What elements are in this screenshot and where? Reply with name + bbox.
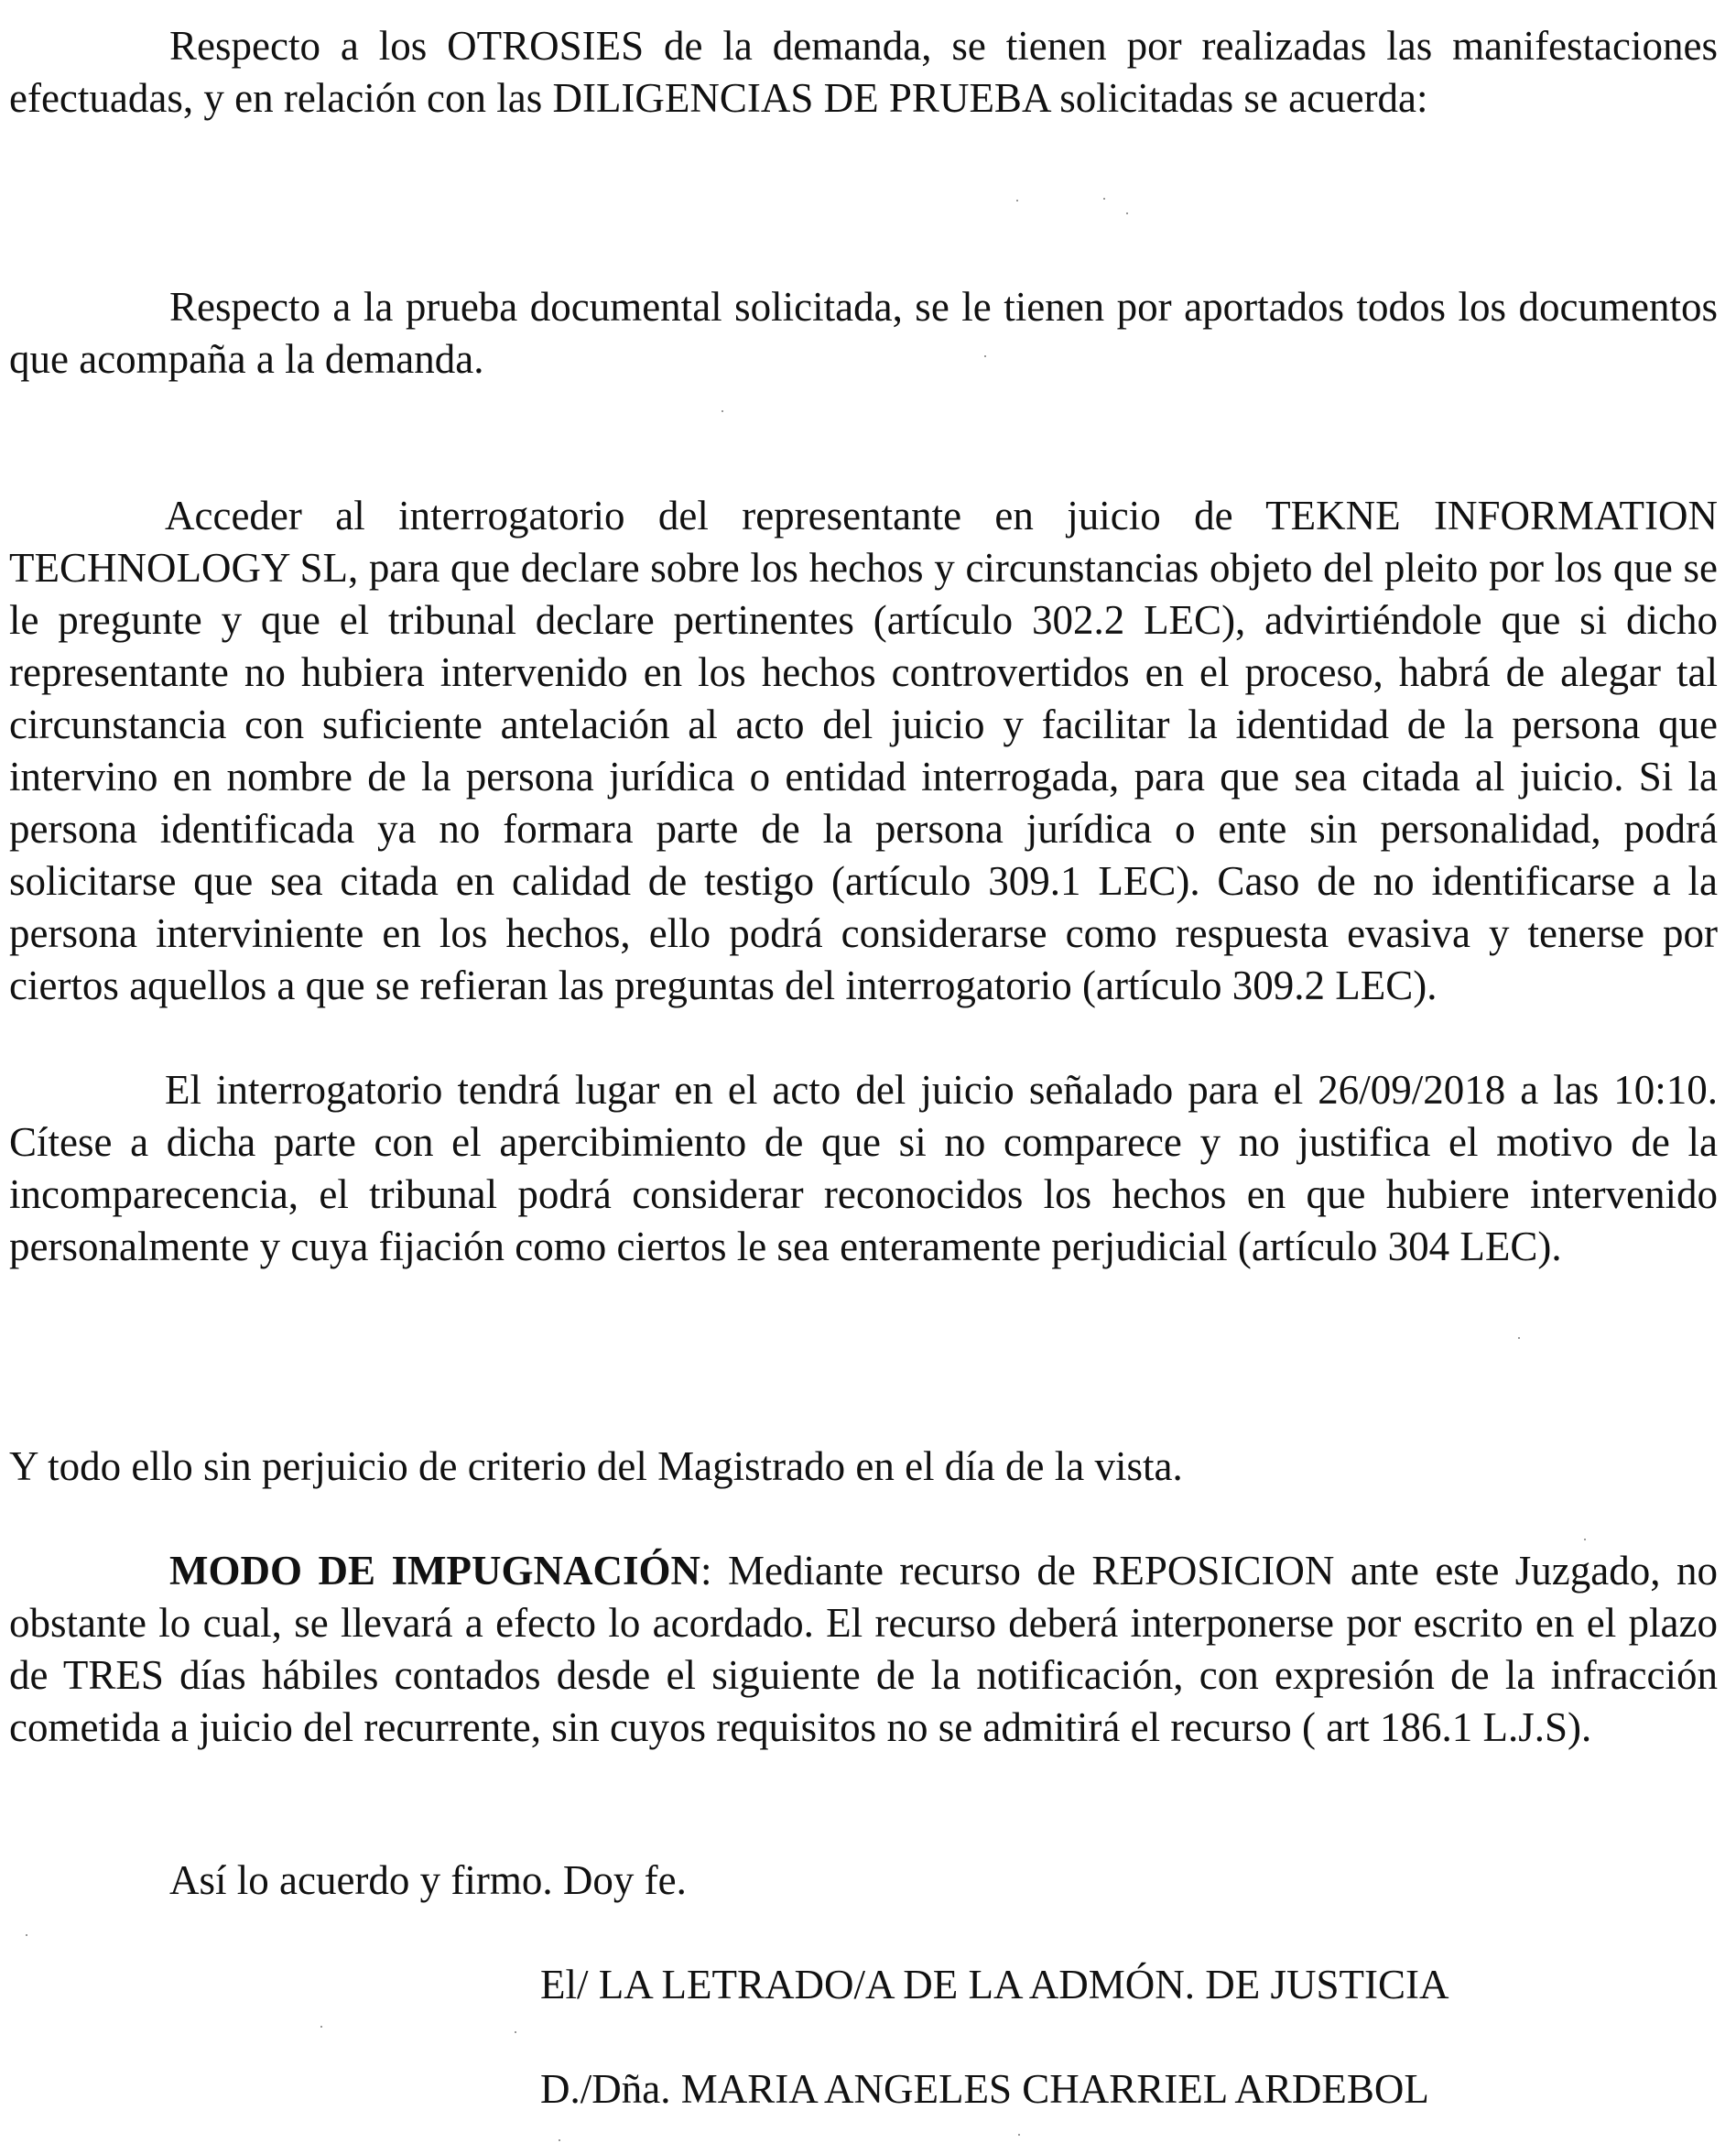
scan-speck: [320, 2026, 322, 2028]
criterio-paragraph: Y todo ello sin perjuicio de criterio del Magistrado en el día de la vista.: [9, 1443, 1183, 1489]
scan-speck: [1126, 212, 1128, 214]
signature-title: El/ LA LETRADO/A DE LA ADMÓN. DE JUSTICIA: [540, 1962, 1449, 2007]
fecha-juicio-paragraph: El interrogatorio tendrá lugar en el acto del juicio señalado para el 26/09/2018 a las 10:10. Cítese a dicha parte con el apercibimiento de que si no comparece y no justifica el motivo de la incomparecencia, el tribunal podrá considerar reconocidos los hechos en que hubiere intervenido personalmente y cuya fijación como ciertos le sea enteramente perjudicial (artículo 304 LEC).: [9, 1067, 1718, 1269]
scan-speck: [26, 1934, 27, 1936]
scan-speck: [1018, 2134, 1020, 2136]
impugnacion-paragraph: [9, 1545, 1718, 1754]
scan-speck: [1016, 200, 1018, 201]
scan-speck: [1584, 1539, 1586, 1540]
scan-speck: [722, 410, 723, 412]
otrosies-paragraph: Respecto a los OTROSIES de la demanda, se tienen por realizadas las manifestaciones efectuadas, y en relación con las DILIGENCIAS DE PRUEBA solicitadas se acuerda:: [9, 23, 1718, 121]
scan-speck: [515, 2031, 516, 2033]
signature-name: D./Dña. MARIA ANGELES CHARRIEL ARDEBOL: [540, 2066, 1429, 2112]
scan-speck: [1518, 1337, 1520, 1339]
documental-paragraph: Respecto a la prueba documental solicitada, se le tienen por aportados todos los documentos que acompaña a la demanda.: [9, 284, 1718, 382]
interrogatorio-paragraph: Acceder al interrogatorio del representante en juicio de TEKNE INFORMATION TECHNOLOGY SL, para que declare sobre los hechos y circunstancias objeto del pleito por los que se le pregunte y que el tribunal declare pertinentes (artículo 302.2 LEC), advirtiéndole que si dicho representante no hubiera intervenido en los hechos controvertidos en el proceso, habrá de alegar tal circunstancia con suficiente antelación al acto del juicio y facilitar la identidad de la persona que intervino en nombre de la persona jurídica o entidad interrogada, para que sea citada al juicio. Si la persona identificada ya no formara parte de la persona jurídica o ente sin personalidad, podrá solicitarse que sea citada en calidad de testigo (artículo 309.1 LEC). Caso de no identificarse a la persona interviniente en los hechos, ello podrá considerarse como respuesta evasiva y tenerse por ciertos aquellos a que se refieran las preguntas del interrogatorio (artículo 309.2 LEC).: [9, 493, 1718, 1008]
closing-line: Así lo acuerdo y firmo. Doy fe.: [169, 1857, 687, 1903]
impugnacion-text: : Mediante recurso de REPOSICION ante este Juzgado, no obstante lo cual, se llevará a efecto lo acordado. El recurso deberá interponerse por escrito en el plazo de TRES días hábiles contados desde el siguiente de la notificación, con expresión de la infracción cometida a juicio del recurrente, sin cuyos requisitos no se admitirá el recurso ( art 186.1 L.J.S).: [9, 1548, 1719, 1750]
scan-speck: [559, 2139, 560, 2141]
scan-speck: [984, 355, 986, 357]
scan-speck: [1103, 198, 1105, 200]
impugnacion-heading: MODO DE IMPUGNACIÓN: [169, 1548, 700, 1594]
